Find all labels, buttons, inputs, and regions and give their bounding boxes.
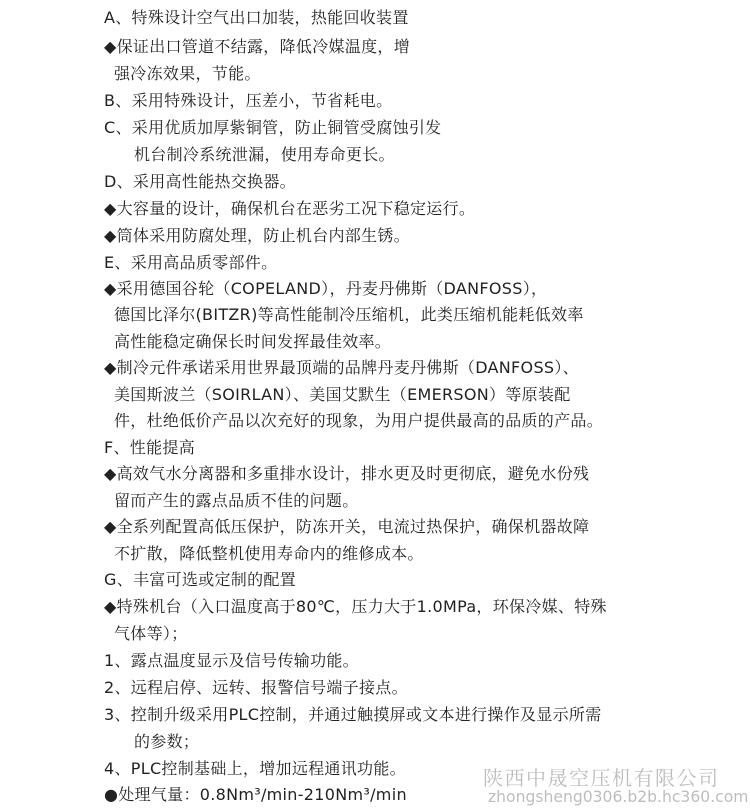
section-a-heading: A、特殊设计空气出口加装，热能回收装置 — [104, 8, 409, 27]
bullet-line: ◆采用德国谷轮（COPELAND），丹麦丹佛斯（DANFOSS）， — [104, 279, 548, 298]
numbered-item-3: 3、控制升级采用PLC控制，并通过触摸屏或文本进行操作及显示所需 — [104, 705, 602, 724]
bullet-continuation: 留而产生的露点品质不佳的问题。 — [114, 491, 359, 510]
section-g-heading: G、丰富可选或定制的配置 — [104, 570, 296, 589]
bullet-line: ◆特殊机台（入口温度高于80℃，压力大于1.0MPa，环保冷媒、特殊 — [104, 597, 607, 616]
section-b-heading: B、采用特殊设计，压差小，节省耗电。 — [104, 91, 393, 110]
bullet-continuation: 高性能稳定确保长时间发挥最佳效率。 — [114, 332, 392, 351]
watermark-company: 陕西中晟空压机有限公司 — [483, 766, 720, 790]
section-c-heading: C、采用优质加厚紫铜管，防止铜管受腐蚀引发 — [104, 118, 442, 137]
bullet-line: ◆制冷元件承诺采用世界最顶端的品牌丹麦丹佛斯（DANFOSS）、 — [104, 358, 579, 377]
bullet-continuation: 美国斯波兰（SOIRLAN）、美国艾默生（EMERSON）等原装配 — [114, 385, 571, 404]
section-c-continuation: 机台制冷系统泄漏，使用寿命更长。 — [134, 145, 395, 164]
bullet-line: ◆大容量的设计，确保机台在恶劣工况下稳定运行。 — [104, 199, 476, 218]
bullet-line: ◆高效气水分离器和多重排水设计，排水更及时更彻底，避免水份残 — [104, 464, 590, 483]
air-capacity-line: ●处理气量：0.8Nm³/min-210Nm³/min — [104, 785, 407, 804]
bullet-line: ◆保证出口管道不结露，降低冷媒温度，增 — [104, 37, 411, 56]
bullet-line: ◆筒体采用防腐处理，防止机台内部生锈。 — [104, 226, 411, 245]
bullet-continuation: 不扩散，降低整机使用寿命内的维修成本。 — [114, 544, 424, 563]
section-e-heading: E、采用高品质零部件。 — [104, 253, 278, 272]
bullet-line: ◆全系列配置高低压保护，防冻开关，电流过热保护，确保机器故障 — [104, 517, 590, 536]
bullet-continuation: 件，杜绝低价产品以次充好的现象，为用户提供最高的品质的产品。 — [114, 411, 604, 430]
numbered-item-3-continuation: 的参数； — [134, 732, 200, 751]
bullet-continuation: 气体等）； — [114, 624, 188, 643]
numbered-item-4: 4、PLC控制基础上，增加远程通讯功能。 — [104, 759, 406, 778]
section-f-heading: F、性能提高 — [104, 438, 196, 457]
watermark-url: zhongsheng0306.b2b.hc360.com — [488, 787, 749, 806]
bullet-continuation: 强冷冻效果，节能。 — [114, 64, 261, 83]
numbered-item-2: 2、远程启停、远转、报警信号端子接点。 — [104, 678, 408, 697]
numbered-item-1: 1、露点温度显示及信号传输功能。 — [104, 651, 359, 670]
section-d-heading: D、采用高性能热交换器。 — [104, 172, 296, 191]
bullet-continuation: 德国比泽尔(BITZR)等高性能制冷压缩机，此类压缩机能耗低效率 — [114, 305, 584, 324]
